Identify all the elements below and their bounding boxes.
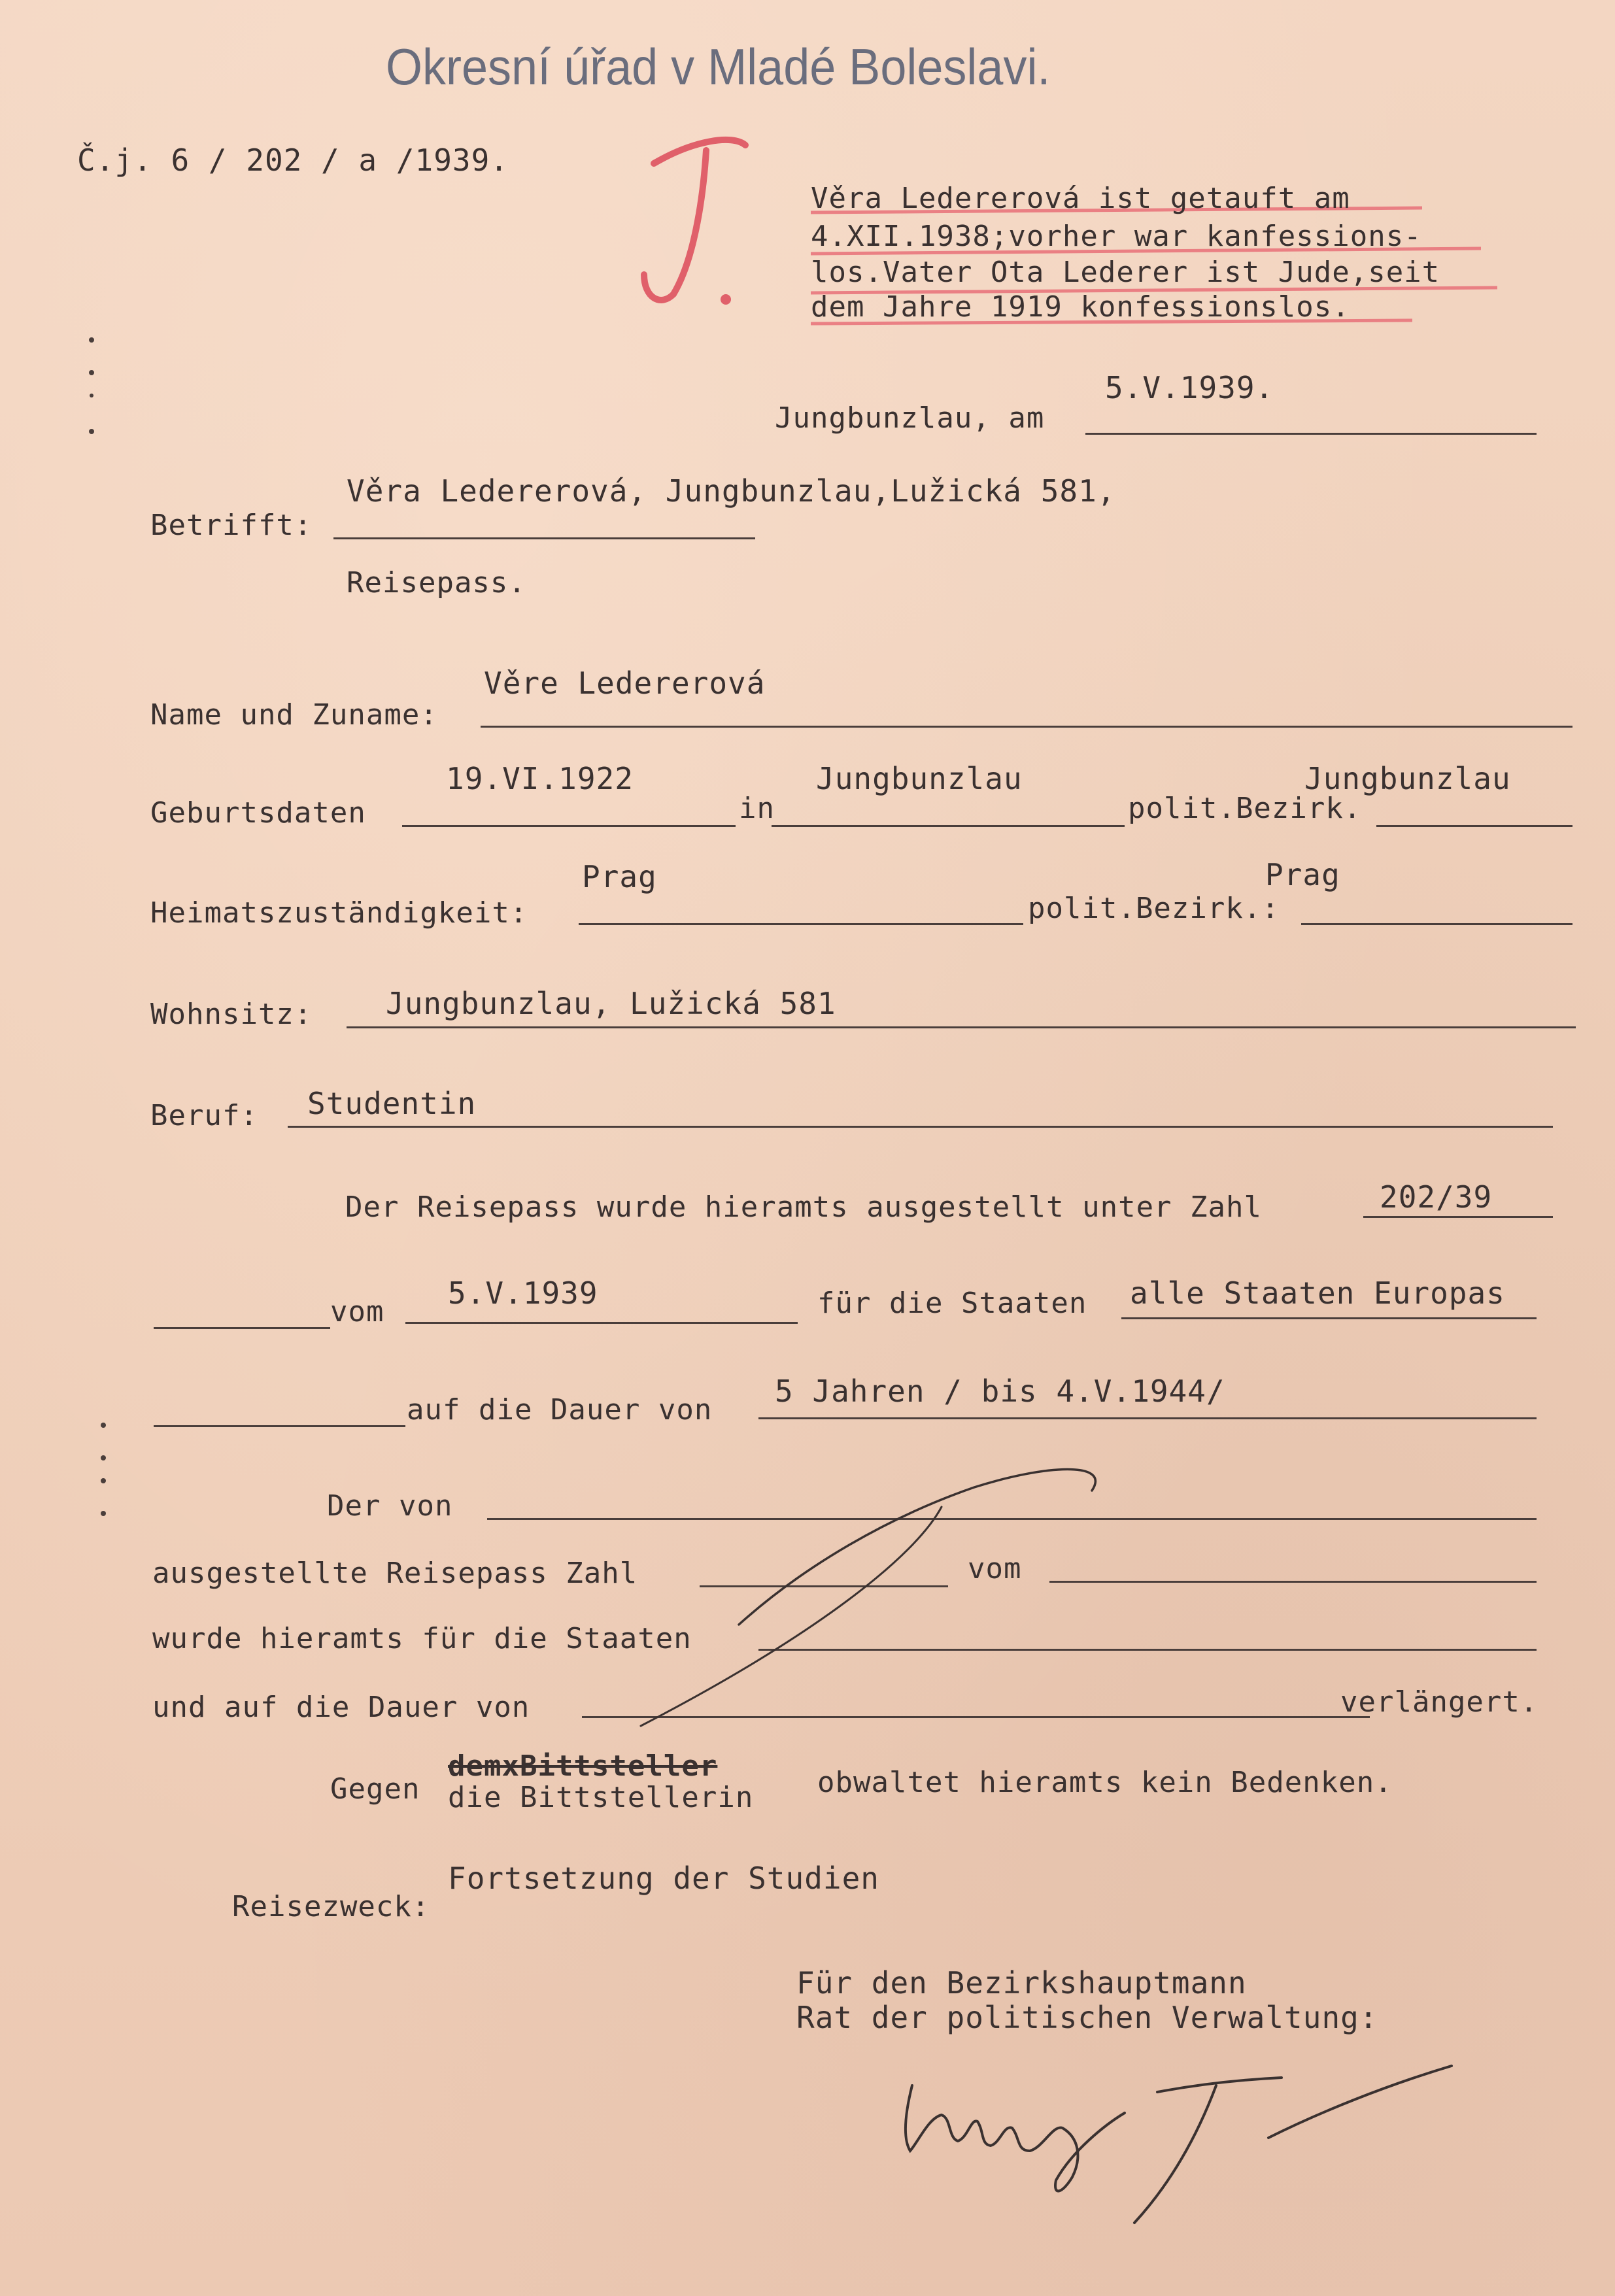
profession-value: Studentin — [307, 1086, 477, 1121]
home-label: Heimatszuständigkeit: — [150, 896, 528, 930]
note-line-2: 4.XII.1938;vorher war kanfessions- — [811, 220, 1422, 253]
extension-vom: vom — [968, 1552, 1022, 1585]
signature-line-2: Rat der politischen Verwaltung: — [796, 2000, 1378, 2035]
profession-label: Beruf: — [150, 1099, 258, 1132]
residence-label: Wohnsitz: — [150, 998, 313, 1031]
home-district-label: polit.Bezirk.: — [1028, 892, 1280, 925]
subject-label: Betrifft: — [150, 509, 313, 542]
home-district: Prag — [1265, 857, 1340, 892]
extension-line-4: und auf die Dauer von — [152, 1691, 530, 1724]
gegen-label: Gegen — [330, 1772, 420, 1806]
passport-issued-text: Der Reisepass wurde hieramts ausgestellt unter Zahl — [345, 1190, 1263, 1224]
extension-line-1: Der von — [327, 1489, 453, 1523]
extension-verlangert: verlängert. — [1340, 1685, 1538, 1719]
note-line-1: Věra Ledererová ist getauft am — [811, 182, 1350, 215]
birth-date: 19.VI.1922 — [446, 761, 634, 796]
applicant-text: die Bittstellerin — [448, 1781, 754, 1814]
extension-line-3: wurde hieramts für die Staaten — [152, 1622, 692, 1655]
vom-label: vom — [330, 1295, 384, 1328]
name-value: Věre Ledererová — [484, 666, 766, 701]
struck-text: demxBittsteller — [448, 1749, 718, 1783]
birth-label: Geburtsdaten — [150, 796, 366, 830]
duration-value: 5 Jahren / bis 4.V.1944/ — [775, 1374, 1225, 1409]
signature-line-1: Für den Bezirkshauptmann — [796, 1965, 1247, 2001]
subject-value-2: Reisepass. — [347, 566, 526, 599]
residence-value: Jungbunzlau, Lužická 581 — [386, 986, 836, 1021]
states-value: alle Staaten Europas — [1130, 1275, 1505, 1311]
birth-district-label: polit.Bezirk. — [1128, 792, 1362, 825]
purpose-label: Reisezweck: — [232, 1890, 430, 1923]
purpose-value: Fortsetzung der Studien — [448, 1861, 879, 1896]
birth-in-label: in — [739, 792, 775, 825]
states-label: für die Staaten — [817, 1287, 1087, 1320]
reference-number: Č.j. 6 / 202 / a /1939. — [77, 143, 509, 178]
name-label: Name und Zuname: — [150, 698, 438, 732]
letter-date: 5.V.1939. — [1105, 370, 1274, 405]
extension-line-2: ausgestellte Reisepass Zahl — [152, 1557, 638, 1590]
birth-district: Jungbunzlau — [1304, 761, 1511, 796]
home-value: Prag — [582, 859, 657, 894]
subject-value: Věra Ledererová, Jungbunzlau,Lužická 581, — [347, 473, 1116, 509]
passport-number: 202/39 — [1380, 1179, 1493, 1215]
duration-label: auf die Dauer von — [407, 1393, 713, 1427]
place-label: Jungbunzlau, am — [775, 401, 1045, 435]
note-line-4: dem Jahre 1919 konfessionslos. — [811, 290, 1350, 324]
vom-value: 5.V.1939 — [448, 1275, 598, 1311]
birth-place: Jungbunzlau — [816, 761, 1023, 796]
objection-rest: obwaltet hieramts kein Bedenken. — [817, 1766, 1393, 1799]
note-line-3: los.Vater Ota Lederer ist Jude,seit — [811, 256, 1440, 289]
office-stamp: Okresní úřad v Mladé Boleslavi. — [386, 39, 1051, 96]
